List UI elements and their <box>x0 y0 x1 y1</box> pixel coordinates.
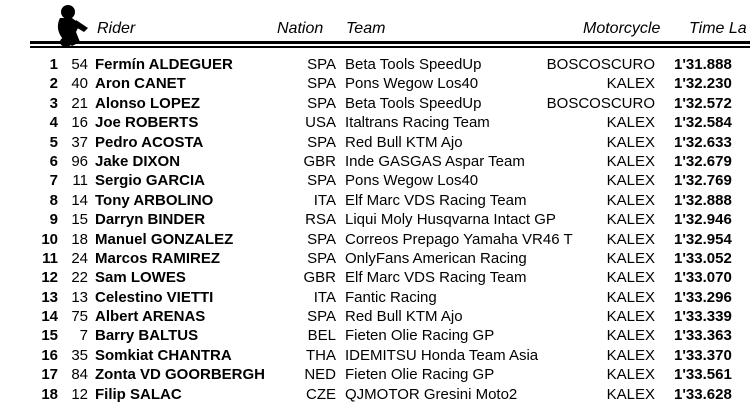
col-motorcycle: Motorcycle <box>583 20 661 37</box>
position: 16 <box>41 346 58 364</box>
position: 6 <box>49 152 58 170</box>
rider-number: 37 <box>71 133 88 151</box>
team-name: Elf Marc VDS Racing Team <box>345 269 527 287</box>
rider-number: 54 <box>71 56 88 73</box>
lap-time: 1'33.561 <box>674 366 732 384</box>
rider-number: 18 <box>71 230 88 248</box>
motorcycle: KALEX <box>606 385 655 403</box>
position: 17 <box>41 366 58 384</box>
rider-number: 21 <box>71 94 88 112</box>
team-name: Fieten Olie Racing GP <box>345 366 495 384</box>
rider-name: Joe ROBERTS <box>95 114 199 132</box>
position: 4 <box>49 114 58 132</box>
lap-time: 1'33.370 <box>674 346 732 364</box>
lap-time: 1'32.584 <box>674 114 732 132</box>
lap-time: 1'32.954 <box>674 230 732 248</box>
nation: BEL <box>307 327 336 345</box>
lap-time: 1'33.363 <box>674 327 732 345</box>
position: 5 <box>49 133 58 151</box>
motorcycle: KALEX <box>606 230 655 248</box>
motorcycle: KALEX <box>606 133 655 151</box>
rider-name: Sergio GARCIA <box>95 172 206 190</box>
position: 2 <box>49 75 58 93</box>
lap-time: 1'32.946 <box>674 211 732 229</box>
table-row <box>0 191 750 210</box>
team-name: Fieten Olie Racing GP <box>345 327 495 345</box>
table-row <box>0 230 750 249</box>
lap-time: 1'31.888 <box>674 56 732 73</box>
rider-number: 75 <box>71 308 88 326</box>
table-row <box>0 171 750 190</box>
motorcycle: KALEX <box>606 152 655 170</box>
position: 13 <box>41 288 58 306</box>
rider-name: Marcos RAMIREZ <box>95 249 221 267</box>
rider-number: 14 <box>71 191 88 209</box>
position: 1 <box>49 56 58 73</box>
rider-number: 11 <box>72 172 88 190</box>
position: 18 <box>41 385 58 403</box>
nation: SPA <box>307 172 336 190</box>
motorcycle: BOSCOSCURO <box>546 94 655 112</box>
position: 11 <box>42 249 58 267</box>
lap-time: 1'32.769 <box>674 172 732 190</box>
lap-time: 1'33.052 <box>674 249 732 267</box>
rider-name: Aron CANET <box>95 75 186 93</box>
motorcycle: KALEX <box>606 191 655 209</box>
motorcycle: KALEX <box>606 327 655 345</box>
team-name: Beta Tools SpeedUp <box>345 94 482 112</box>
nation: SPA <box>307 94 336 112</box>
team-name: QJMOTOR Gresini Moto2 <box>345 385 518 403</box>
lap-time: 1'32.230 <box>674 75 732 93</box>
position: 10 <box>41 230 58 248</box>
team-name: OnlyFans American Racing <box>345 249 527 267</box>
nation: GBR <box>303 269 336 287</box>
rider-number: 15 <box>71 211 88 229</box>
col-time: Time La <box>689 20 747 37</box>
rider-name: Tony ARBOLINO <box>95 191 214 209</box>
position: 9 <box>49 211 58 229</box>
header-rule-thin <box>30 46 750 48</box>
lap-time: 1'33.296 <box>674 288 732 306</box>
position: 7 <box>49 172 58 190</box>
rider-number: 22 <box>71 269 88 287</box>
table-row <box>0 249 750 268</box>
rider-number: 12 <box>71 385 88 403</box>
rider-number: 24 <box>71 249 88 267</box>
results-table <box>0 55 750 404</box>
position: 8 <box>49 191 58 209</box>
table-row <box>0 346 750 365</box>
table-row <box>0 94 750 113</box>
table-header <box>0 0 750 50</box>
lap-time: 1'32.572 <box>674 94 732 112</box>
motorcycle: KALEX <box>606 269 655 287</box>
motorcycle: KALEX <box>606 211 655 229</box>
rider-number: 40 <box>71 75 88 93</box>
rider-name: Sam LOWES <box>95 269 186 287</box>
header-rule <box>30 41 750 44</box>
lap-time: 1'32.679 <box>674 152 732 170</box>
col-team: Team <box>346 20 386 37</box>
col-nation: Nation <box>277 20 324 37</box>
position: 3 <box>49 94 58 112</box>
motorcycle: KALEX <box>606 308 655 326</box>
motorcycle: KALEX <box>606 75 655 93</box>
rider-number: 13 <box>71 288 88 306</box>
team-name: Beta Tools SpeedUp <box>345 56 482 73</box>
motorcycle: KALEX <box>606 249 655 267</box>
nation: SPA <box>307 249 336 267</box>
team-name: Pons Wegow Los40 <box>345 172 479 190</box>
team-name: Inde GASGAS Aspar Team <box>345 152 525 170</box>
motorcycle: BOSCOSCURO <box>546 56 655 73</box>
rider-name: Zonta VD GOORBERGH <box>95 366 266 384</box>
rider-name: Albert ARENAS <box>95 308 206 326</box>
rider-number: 16 <box>71 114 88 132</box>
nation: ITA <box>313 288 336 306</box>
nation: SPA <box>307 75 336 93</box>
rider-number: 96 <box>71 152 88 170</box>
rider-name: Darryn BINDER <box>95 211 206 229</box>
lap-time: 1'32.888 <box>674 191 732 209</box>
nation: SPA <box>307 230 336 248</box>
team-name: Red Bull KTM Ajo <box>345 133 463 151</box>
nation: THA <box>306 346 336 364</box>
rider-number: 84 <box>71 366 88 384</box>
table-row <box>0 113 750 132</box>
table-row <box>0 55 750 74</box>
lap-time: 1'33.339 <box>674 308 732 326</box>
table-row <box>0 152 750 171</box>
rider-name: Pedro ACOSTA <box>95 133 204 151</box>
team-name: Fantic Racing <box>345 288 437 306</box>
col-rider: Rider <box>97 20 136 37</box>
motorcycle: KALEX <box>606 172 655 190</box>
team-name: Liqui Moly Husqvarna Intact GP <box>345 211 556 229</box>
motorcycle: KALEX <box>606 288 655 306</box>
table-row <box>0 74 750 93</box>
lap-time: 1'33.070 <box>674 269 732 287</box>
team-name: Italtrans Racing Team <box>345 114 490 132</box>
rider-name: Barry BALTUS <box>95 327 199 345</box>
position: 12 <box>41 269 58 287</box>
nation: USA <box>305 114 336 132</box>
nation: CZE <box>306 385 336 403</box>
position: 14 <box>41 308 58 326</box>
motorcycle: KALEX <box>606 114 655 132</box>
table-row <box>0 385 750 404</box>
nation: SPA <box>307 308 336 326</box>
rider-name: Somkiat CHANTRA <box>95 346 232 364</box>
table-row <box>0 268 750 287</box>
rider-name: Manuel GONZALEZ <box>95 230 234 248</box>
table-row <box>0 288 750 307</box>
table-row <box>0 210 750 229</box>
position: 15 <box>41 327 58 345</box>
team-name: Elf Marc VDS Racing Team <box>345 191 527 209</box>
team-name: Red Bull KTM Ajo <box>345 308 463 326</box>
lap-time: 1'32.633 <box>674 133 732 151</box>
lap-time: 1'33.628 <box>674 385 732 403</box>
table-row <box>0 326 750 345</box>
nation: SPA <box>307 133 336 151</box>
rider-name: Filip SALAC <box>95 385 182 403</box>
table-row <box>0 307 750 326</box>
rider-number: 35 <box>71 346 88 364</box>
rider-name: Celestino VIETTI <box>95 288 214 306</box>
nation: NED <box>304 366 336 384</box>
team-name: IDEMITSU Honda Team Asia <box>345 346 539 364</box>
motorcycle: KALEX <box>606 366 655 384</box>
motorcycle: KALEX <box>606 346 655 364</box>
rider-name: Fermín ALDEGUER <box>95 56 233 73</box>
nation: SPA <box>307 56 336 73</box>
nation: RSA <box>305 211 336 229</box>
table-row <box>0 133 750 152</box>
rider-number: 7 <box>79 327 88 345</box>
table-row <box>0 365 750 384</box>
team-name: Correos Prepago Yamaha VR46 T <box>345 230 573 248</box>
rider-name: Alonso LOPEZ <box>95 94 200 112</box>
rider-name: Jake DIXON <box>95 152 181 170</box>
nation: ITA <box>313 191 336 209</box>
nation: GBR <box>303 152 336 170</box>
team-name: Pons Wegow Los40 <box>345 75 479 93</box>
